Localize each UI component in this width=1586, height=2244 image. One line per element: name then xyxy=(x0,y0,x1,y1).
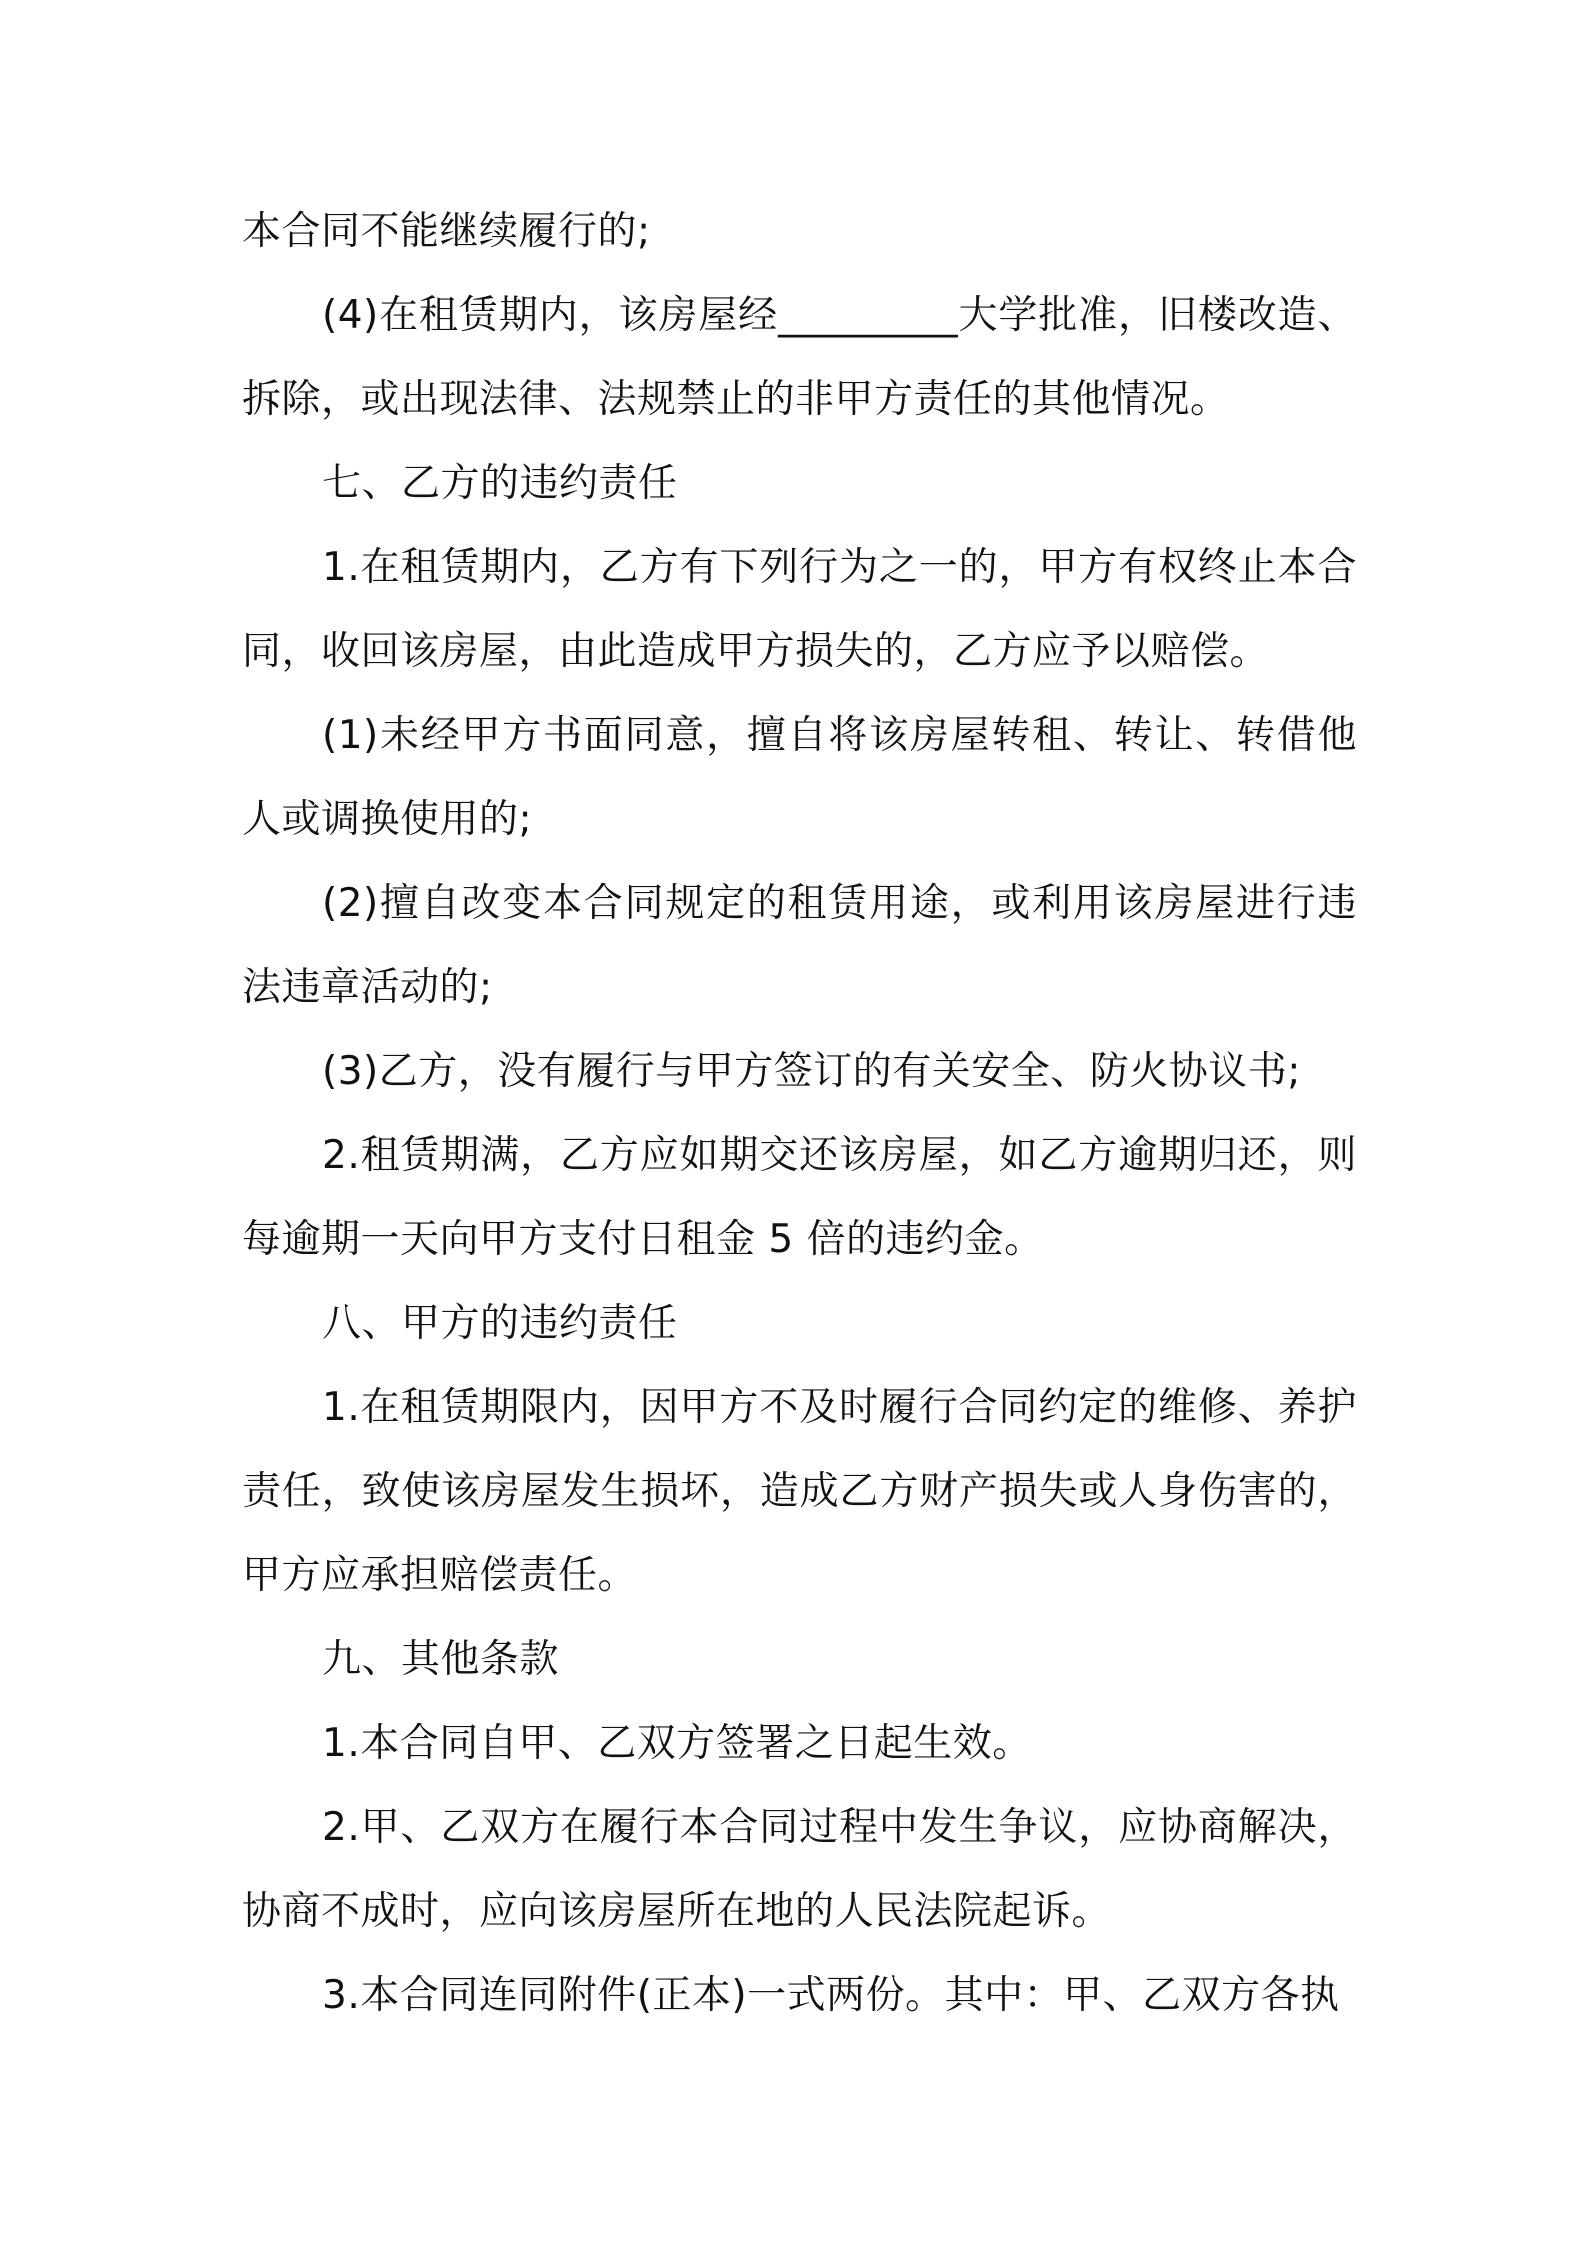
document-body xyxy=(242,190,1357,2038)
paragraph-9-3: 3.本合同连同附件(正本)一式两份。其中：甲、乙双方各执 xyxy=(322,1973,1340,2018)
section-heading-7: 七、乙方的违约责任 xyxy=(322,461,678,506)
section-heading-9: 九、其他条款 xyxy=(322,1637,560,1682)
paragraph-continuation: 本合同不能继续履行的; xyxy=(242,209,651,254)
paragraph-7-1-3: (3)乙方，没有履行与甲方签订的有关安全、防火协议书; xyxy=(322,1049,1301,1094)
paragraph-clause-4: (4)在租赁期内，该房屋经_________大学批准，旧楼改造、拆除，或出现法律、法规禁止的非甲方责任的其他情况。 xyxy=(242,293,1357,422)
paragraph-7-2: 2.租赁期满，乙方应如期交还该房屋，如乙方逾期归还，则每逾期一天向甲方支付日租金 5 倍的违约金。 xyxy=(242,1133,1357,1262)
section-heading-8: 八、甲方的违约责任 xyxy=(322,1301,678,1346)
paragraph-7-1-2: (2)擅自改变本合同规定的租赁用途，或利用该房屋进行违法违章活动的; xyxy=(242,881,1357,1010)
paragraph-9-1: 1.本合同自甲、乙双方签署之日起生效。 xyxy=(322,1721,1032,1766)
paragraph-9-2: 2.甲、乙双方在履行本合同过程中发生争议，应协商解决，协商不成时，应向该房屋所在地的人民法院起诉。 xyxy=(242,1805,1357,1934)
paragraph-7-1: 1.在租赁期内，乙方有下列行为之一的，甲方有权终止本合同，收回该房屋，由此造成甲方损失的，乙方应予以赔偿。 xyxy=(242,545,1357,674)
paragraph-7-1-1: (1)未经甲方书面同意，擅自将该房屋转租、转让、转借他人或调换使用的; xyxy=(242,713,1357,842)
paragraph-8-1: 1.在租赁期限内，因甲方不及时履行合同约定的维修、养护责任，致使该房屋发生损坏，造成乙方财产损失或人身伤害的，甲方应承担赔偿责任。 xyxy=(242,1385,1357,1598)
